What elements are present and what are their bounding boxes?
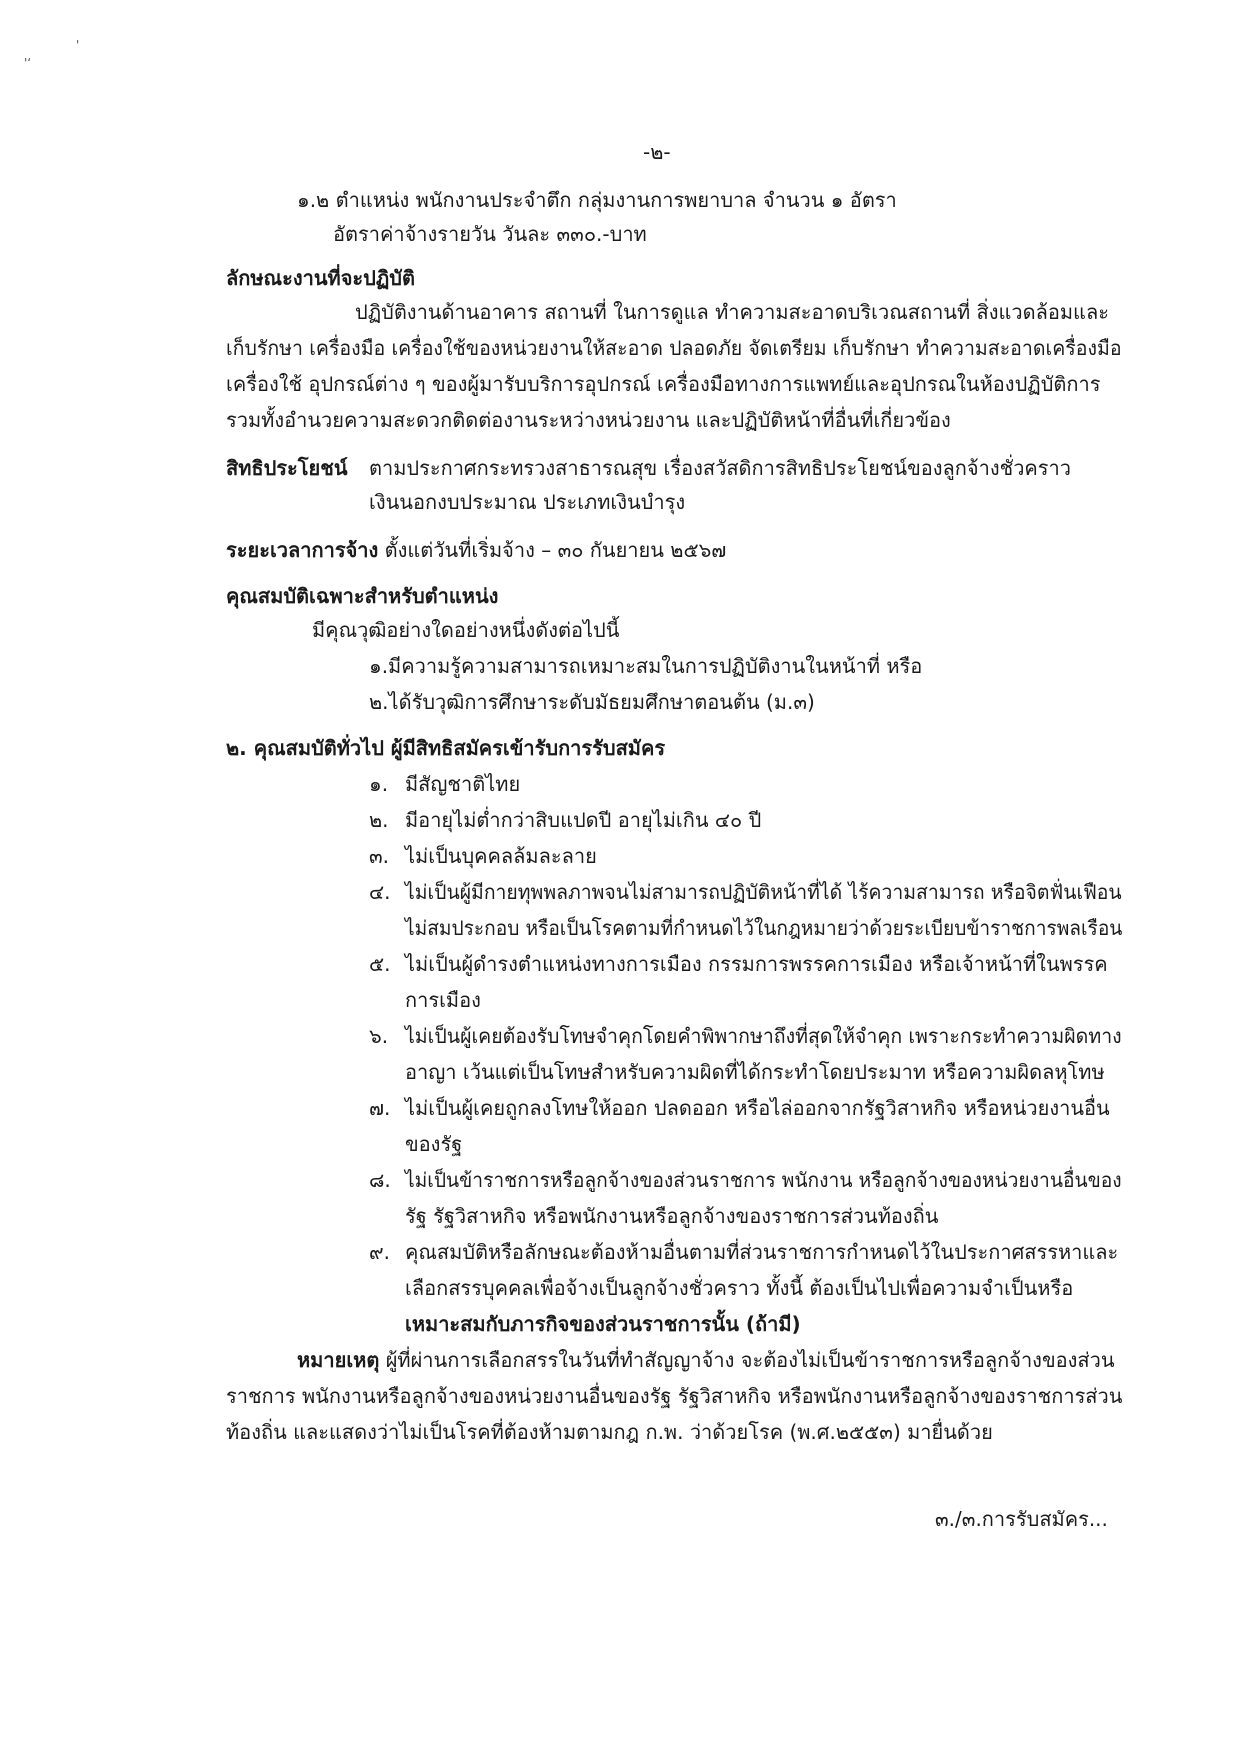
benefits-line-2: เงินนอกงบประมาณ ประเภทเงินบำรุง [369, 490, 686, 514]
specific-qualification-item: ๒.ได้รับวุฒิการศึกษาระดับมัธยมศึกษาตอนต้น (ม.๓) [369, 690, 815, 714]
note-line-2: ราชการ พนักงานหรือลูกจ้างของหน่วยงานอื่นของรัฐ รัฐวิสาหกิจ หรือพนักงานหรือลูกจ้างของราชการส่วน [226, 1384, 1123, 1408]
specific-qualifications-heading: คุณสมบัติเฉพาะสำหรับตำแหน่ง [226, 584, 499, 608]
duration-text: ตั้งแต่วันที่เริ่มจ้าง – ๓๐ กันยายน ๒๕๖๗ [384, 538, 727, 562]
general-item-line: มีสัญชาติไทย [405, 772, 521, 796]
general-item-line: ไม่เป็นบุคคลล้มละลาย [405, 844, 597, 868]
general-qualifications-heading: ๒. คุณสมบัติทั่วไป ผู้มีสิทธิสมัครเข้ารับการรับสมัคร [226, 736, 666, 760]
benefits-line-1: ตามประกาศกระทรวงสาธารณสุข เรื่องสวัสดิการสิทธิประโยชน์ของลูกจ้างชั่วคราว [369, 456, 1072, 480]
duration-line [226, 536, 726, 564]
general-item-line: มีอายุไม่ต่ำกว่าสิบแปดปี อายุไม่เกิน ๔๐ ปี [405, 808, 762, 832]
general-item-line: ไม่เป็นข้าราชการหรือลูกจ้างของส่วนราชการ พนักงาน หรือลูกจ้างของหน่วยงานอื่นของ [405, 1168, 1122, 1192]
general-item-line: ไม่เป็นผู้เคยต้องรับโทษจำคุกโดยคำพิพากษาถึงที่สุดให้จำคุก เพราะกระทำความผิดทาง [405, 1024, 1122, 1048]
general-item-line: ของรัฐ [405, 1132, 463, 1156]
general-item-number: ๑. [369, 772, 389, 796]
scan-speck: '‘ [24, 56, 32, 70]
position-line-2: อัตราค่าจ้างรายวัน วันละ ๓๓๐.-บาท [333, 222, 647, 246]
specific-qualification-item: ๑.มีความรู้ความสามารถเหมาะสมในการปฏิบัติงานในหน้าที่ หรือ [369, 654, 923, 678]
general-item-line: เลือกสรรบุคคลเพื่อจ้างเป็นลูกจ้างชั่วคราว ทั้งนี้ ต้องเป็นไปเพื่อความจำเป็นหรือ [405, 1276, 1074, 1300]
general-item-line: รัฐ รัฐวิสาหกิจ หรือพนักงานหรือลูกจ้างของราชการส่วนท้องถิ่น [405, 1204, 939, 1228]
general-item-line: ไม่สมประกอบ หรือเป็นโรคตามที่กำหนดไว้ในกฎหมายว่าด้วยระเบียบข้าราชการพลเรือน [405, 916, 1123, 940]
duties-line: ปฏิบัติงานด้านอาคาร สถานที่ ในการดูแล ทำความสะอาดบริเวณสถานที่ สิ่งแวดล้อมและ [355, 300, 1109, 324]
general-item-number: ๕. [369, 952, 391, 976]
note-label: หมายเหตุ [297, 1348, 380, 1372]
duties-heading: ลักษณะงานที่จะปฏิบัติ [226, 266, 415, 290]
duties-line: เครื่องใช้ อุปกรณ์ต่าง ๆ ของผู้มารับบริการอุปกรณ์ เครื่องมือทางการแพทย์และอุปกรณในห้องปฏิบัติการ [226, 372, 1101, 396]
specific-qualifications-intro: มีคุณวุฒิอย่างใดอย่างหนึ่งดังต่อไปนี้ [312, 618, 620, 642]
general-item-number: ๔. [369, 880, 391, 904]
general-item-line: การเมือง [405, 988, 481, 1012]
general-item-line: เหมาะสมกับภารกิจของส่วนราชการนั้น (ถ้ามี) [405, 1312, 801, 1336]
general-item-line: อาญา เว้นแต่เป็นโทษสำหรับความผิดที่ได้กระทำโดยประมาท หรือความผิดลหุโทษ [405, 1060, 1105, 1084]
general-item-number: ๗. [369, 1096, 391, 1120]
duties-line: เก็บรักษา เครื่องมือ เครื่องใช้ของหน่วยงานให้สะอาด ปลอดภัย จัดเตรียม เก็บรักษา ทำความสะอาดเครื่องมือ [226, 336, 1122, 360]
general-item-number: ๖. [369, 1024, 389, 1048]
note-line-3: ท้องถิ่น และแสดงว่าไม่เป็นโรคที่ต้องห้ามตามกฎ ก.พ. ว่าด้วยโรค (พ.ศ.๒๕๕๓) มายื่นด้วย [226, 1420, 993, 1444]
general-item-line: ไม่เป็นผู้เคยถูกลงโทษให้ออก ปลดออก หรือไล่ออกจากรัฐวิสาหกิจ หรือหน่วยงานอื่น [405, 1096, 1110, 1120]
note-line-1 [297, 1346, 1115, 1374]
general-item-line: คุณสมบัติหรือลักษณะต้องห้ามอื่นตามที่ส่วนราชการกำหนดไว้ในประกาศสรรหาและ [405, 1240, 1119, 1264]
benefits-label: สิทธิประโยชน์ [226, 456, 348, 480]
duration-label: ระยะเวลาการจ้าง [226, 538, 379, 562]
scan-speck: ' [76, 38, 80, 52]
general-item-number: ๘. [369, 1168, 391, 1192]
general-item-line: ไม่เป็นผู้มีกายทุพพลภาพจนไม่สามารถปฏิบัติหน้าที่ได้ ไร้ความสามารถ หรือจิตฟั่นเฟือน [405, 880, 1122, 904]
page-number: -๒- [643, 140, 671, 164]
general-item-line: ไม่เป็นผู้ดำรงตำแหน่งทางการเมือง กรรมการพรรคการเมือง หรือเจ้าหน้าที่ในพรรค [405, 952, 1108, 976]
continuation-marker: ๓./๓.การรับสมัคร... [935, 1507, 1108, 1531]
general-item-number: ๓. [369, 844, 390, 868]
general-item-number: ๙. [369, 1240, 391, 1264]
duties-line: รวมทั้งอำนวยความสะดวกติดต่องานระหว่างหน่วยงาน และปฏิบัติหน้าที่อื่นที่เกี่ยวข้อง [226, 408, 951, 432]
position-line-1: ๑.๒ ตำแหน่ง พนักงานประจำตึก กลุ่มงานการพยาบาล จำนวน ๑ อัตรา [297, 188, 897, 212]
general-item-number: ๒. [369, 808, 389, 832]
note-text: ผู้ที่ผ่านการเลือกสรรในวันที่ทำสัญญาจ้าง จะต้องไม่เป็นข้าราชการหรือลูกจ้างของส่วน [385, 1348, 1115, 1372]
